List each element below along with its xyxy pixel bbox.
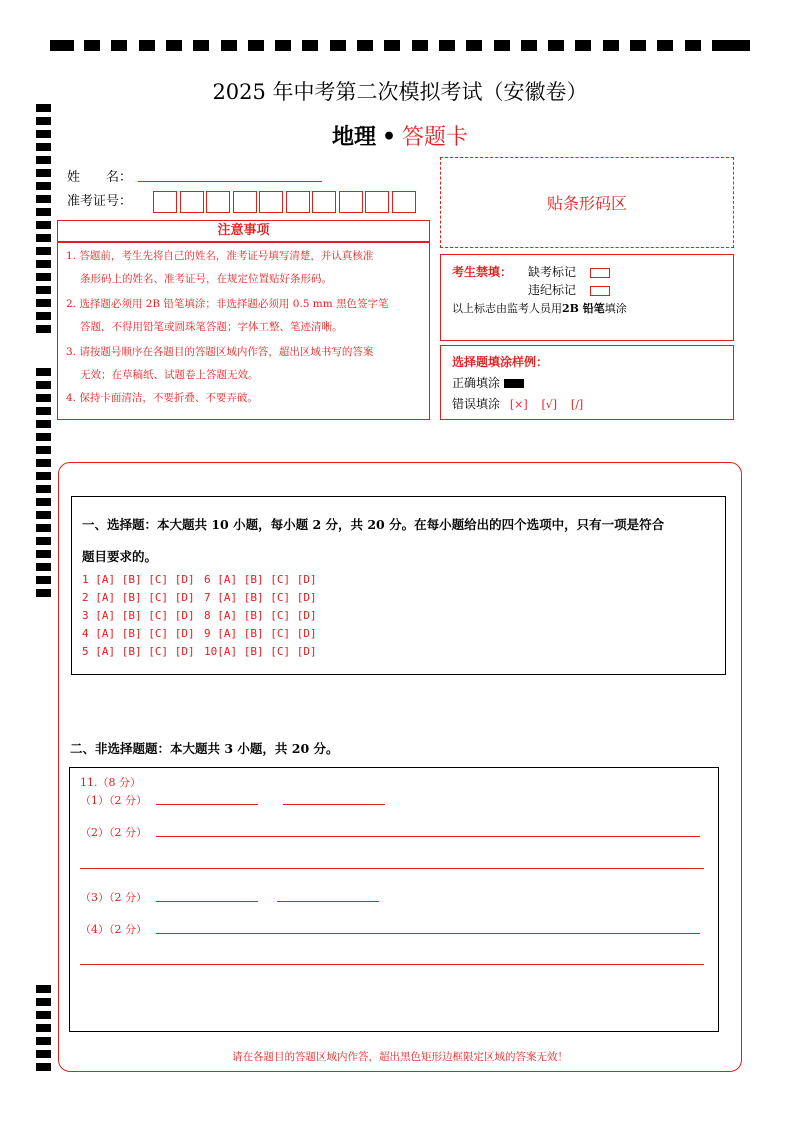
correct-fill-sample	[504, 379, 524, 388]
timing-mark	[603, 40, 619, 51]
choice-section	[71, 496, 726, 675]
notice-line-7: 4. 保持卡面清洁，不要折叠、不要弄破。	[66, 392, 258, 404]
question-11-box	[69, 767, 719, 1032]
timing-mark	[36, 286, 51, 294]
timing-mark	[36, 485, 51, 493]
timing-mark	[36, 537, 51, 545]
timing-mark	[166, 40, 182, 51]
choice-answer-10[interactable]: 10[A] [B] [C] [D]	[204, 645, 317, 658]
notice-box	[57, 242, 430, 420]
timing-mark	[36, 407, 51, 415]
timing-mark	[36, 563, 51, 571]
forbidden-note-bold: 2B 铅笔	[562, 302, 605, 315]
fill-example-box	[440, 345, 734, 420]
correct-fill-row	[452, 374, 524, 391]
exam-id-label: 准考证号：	[67, 194, 133, 209]
choice-answer-3[interactable]: 3 [A] [B] [C] [D]	[82, 609, 195, 622]
timing-mark	[412, 40, 428, 51]
choice-answer-9[interactable]: 9 [A] [B] [C] [D]	[204, 627, 317, 640]
non-choice-heading: 二、非选择题题：本大题共 3 小题，共 20 分。	[70, 741, 339, 756]
timing-mark	[50, 40, 74, 51]
timing-mark	[36, 299, 51, 307]
wrong-fill-label: 错误填涂	[452, 397, 501, 411]
absent-mark-label: 缺考标记	[528, 265, 577, 279]
choice-answer-4[interactable]: 4 [A] [B] [C] [D]	[82, 627, 195, 640]
name-label: 姓 名：	[67, 170, 133, 185]
choice-heading-line-1: 一、选择题：本大题共 10 小题，每小题 2 分，共 20 分。在每小题给出的四个选项中，只有一项是符合	[82, 517, 665, 532]
wrong-fill-row	[452, 395, 583, 412]
timing-mark	[357, 40, 373, 51]
exam-id-digit-box[interactable]	[365, 191, 389, 213]
barcode-area: 贴条形码区	[440, 157, 734, 248]
notice-line-2: 条形码上的姓名、准考证号，在规定位置贴好条形码。	[80, 273, 332, 285]
timing-mark	[36, 156, 51, 164]
absent-mark-row	[528, 263, 610, 280]
timing-mark	[36, 221, 51, 229]
q11-part-4-line-1[interactable]	[156, 933, 700, 934]
timing-mark	[36, 998, 51, 1006]
timing-mark	[36, 169, 51, 177]
subject-name: 地理	[331, 124, 376, 150]
choice-answer-6[interactable]: 6 [A] [B] [C] [D]	[204, 573, 317, 586]
notice-line-5: 3. 请按题号顺序在各题目的答题区域内作答，超出区域书写的答案	[66, 346, 374, 358]
timing-mark	[330, 40, 346, 51]
exam-id-digit-box[interactable]	[392, 191, 416, 213]
timing-mark	[36, 325, 51, 333]
timing-mark	[36, 1024, 51, 1032]
exam-id-digit-box[interactable]	[286, 191, 310, 213]
correct-fill-label: 正确填涂	[452, 376, 501, 390]
wrong-fill-sample-2: [√]	[541, 398, 558, 411]
timing-mark	[36, 381, 51, 389]
exam-id-digit-box[interactable]	[233, 191, 257, 213]
timing-mark	[36, 420, 51, 428]
notice-line-3: 2. 选择题必须用 2B 铅笔填涂；非选择题必须用 0.5 mm 黑色签字笔	[66, 298, 389, 310]
wrong-fill-sample-1: [×]	[509, 398, 528, 411]
timing-mark	[36, 394, 51, 402]
q11-part-2-line-1[interactable]	[156, 836, 700, 837]
q11-part-2-label: （2）（2 分）	[80, 826, 147, 839]
exam-id-digit-box[interactable]	[153, 191, 177, 213]
q11-part-4-label: （4）（2 分）	[80, 923, 147, 936]
timing-mark	[36, 312, 51, 320]
q11-part-1-label: （1）（2 分）	[80, 794, 147, 807]
timing-mark	[111, 40, 127, 51]
timing-mark	[193, 40, 209, 51]
choice-answer-1[interactable]: 1 [A] [B] [C] [D]	[82, 573, 195, 586]
name-field[interactable]	[138, 181, 322, 182]
timing-mark	[36, 1037, 51, 1045]
timing-mark	[84, 40, 100, 51]
timing-mark	[36, 433, 51, 441]
q11-part-2-line-2[interactable]	[80, 868, 704, 869]
exam-id-digit-box[interactable]	[259, 191, 283, 213]
timing-mark	[36, 589, 51, 597]
timing-mark	[36, 511, 51, 519]
forbidden-note-pre: 以上标志由监考人员用	[452, 302, 562, 315]
forbidden-note	[452, 300, 627, 316]
exam-title: 2025 年中考第二次模拟考试（安徽卷）	[212, 80, 588, 104]
timing-mark	[302, 40, 318, 51]
notice-title: 注意事项	[57, 220, 430, 242]
choice-heading-line-2: 题目要求的。	[82, 549, 158, 564]
choice-answer-8[interactable]: 8 [A] [B] [C] [D]	[204, 609, 317, 622]
q11-part-3-label: （3）（2 分）	[80, 891, 147, 904]
timing-mark	[36, 498, 51, 506]
footer-warning: 请在各题目的答题区域内作答，超出黑色矩形边框限定区域的答案无效！	[232, 1051, 568, 1063]
q11-part-3-blank-1[interactable]	[156, 901, 258, 902]
notice-line-4: 答题，不得用铅笔或圆珠笔答题；字体工整、笔迹清晰。	[80, 321, 343, 333]
forbidden-title: 考生禁填：	[452, 265, 513, 279]
notice-line-1: 1. 答题前，考生先将自己的姓名，准考证号填写清楚，并认真核准	[66, 250, 374, 262]
timing-mark	[36, 368, 51, 376]
timing-mark	[36, 446, 51, 454]
timing-mark	[384, 40, 400, 51]
timing-mark	[657, 40, 673, 51]
exam-id-digit-box[interactable]	[339, 191, 363, 213]
wrong-fill-sample-3: [/]	[570, 398, 584, 411]
choice-answer-7[interactable]: 7 [A] [B] [C] [D]	[204, 591, 317, 604]
exam-id-digit-box[interactable]	[180, 191, 204, 213]
timing-mark	[139, 40, 155, 51]
timing-mark	[36, 247, 51, 255]
absent-mark-box[interactable]	[590, 268, 610, 278]
timing-mark	[521, 40, 537, 51]
violation-mark-label: 违纪标记	[528, 283, 577, 297]
timing-mark	[494, 40, 510, 51]
exam-id-digit-box[interactable]	[206, 191, 230, 213]
timing-mark	[575, 40, 591, 51]
card-subtitle	[0, 120, 800, 151]
timing-mark	[36, 985, 51, 993]
timing-mark	[630, 40, 646, 51]
forbidden-note-post: 填涂	[604, 302, 627, 315]
fill-example-title: 选择题填涂样例：	[452, 355, 549, 369]
question-11-label: 11.（8 分）	[80, 776, 141, 789]
exam-id-digit-box[interactable]	[312, 191, 336, 213]
notice-line-6: 无效；在草稿纸、试题卷上答题无效。	[80, 369, 259, 381]
timing-mark	[439, 40, 455, 51]
timing-mark	[36, 524, 51, 532]
timing-mark	[36, 472, 51, 480]
violation-mark-row	[528, 281, 610, 298]
timing-mark	[36, 260, 51, 268]
violation-mark-box[interactable]	[590, 286, 610, 296]
q11-part-4-line-2[interactable]	[80, 964, 704, 965]
q11-part-1-blank-1[interactable]	[156, 804, 258, 805]
timing-mark	[36, 550, 51, 558]
timing-mark	[36, 208, 51, 216]
timing-mark	[726, 40, 750, 51]
timing-mark	[221, 40, 237, 51]
timing-mark	[275, 40, 291, 51]
timing-mark	[36, 234, 51, 242]
timing-mark	[36, 273, 51, 281]
q11-part-1-blank-2[interactable]	[283, 804, 385, 805]
timing-mark	[466, 40, 482, 51]
subtitle-separator: •	[381, 124, 397, 150]
timing-mark	[36, 576, 51, 584]
timing-mark	[36, 459, 51, 467]
timing-mark	[36, 1063, 51, 1071]
timing-mark	[36, 182, 51, 190]
choice-answer-5[interactable]: 5 [A] [B] [C] [D]	[82, 645, 195, 658]
choice-answer-2[interactable]: 2 [A] [B] [C] [D]	[82, 591, 195, 604]
card-label: 答题卡	[402, 125, 469, 150]
timing-mark	[248, 40, 264, 51]
timing-mark	[36, 1011, 51, 1019]
timing-mark	[548, 40, 564, 51]
forbidden-box	[440, 254, 734, 341]
timing-mark	[36, 195, 51, 203]
timing-mark	[685, 40, 701, 51]
q11-part-3-blank-2[interactable]	[277, 901, 379, 902]
